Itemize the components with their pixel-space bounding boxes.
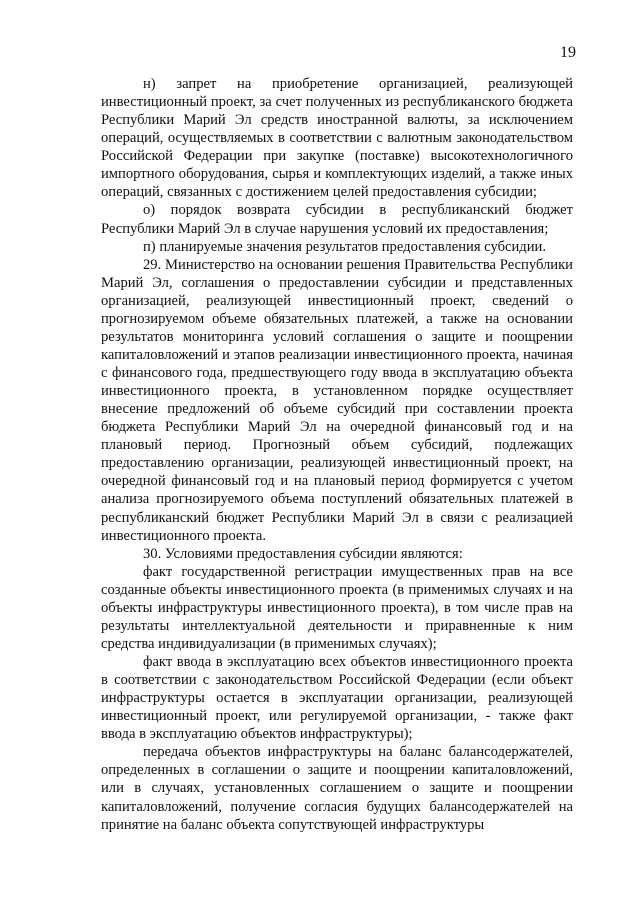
paragraph-n: н) запрет на приобретение организацией, реализующей инвестиционный проект, за счет полученных из республиканского бюджета Республики Марий Эл средств иностранной валюты, за исключением операций, осуществляемых в соответствии с валютным законодательством Российской Федерации при закупке (поставке) высокотехнологичного импортного оборудования, сырья и комплектующих изделий, а также иных операций, связанных с достижением целей предоставления субсидии; bbox=[101, 76, 573, 201]
paragraph-condition-commissioning: факт ввода в эксплуатацию всех объектов инвестиционного проекта в соответствии с законодательством Российской Федерации (если объект инфраструктуры остается в эксплуатации организации, реализующей инвестиционный проект, или регулируемой организации, - также факт ввода в эксплуатацию объектов инфраструктуры); bbox=[101, 654, 573, 743]
paragraph-30: 30. Условиями предоставления субсидии являются: bbox=[143, 545, 463, 562]
page-number: 19 bbox=[560, 44, 576, 61]
paragraph-29: 29. Министерство на основании решения Правительства Республики Марий Эл, соглашения о предоставлении субсидии и представленных организацией, реализующей инвестиционный проект, сведений о прогнозируемом объеме обязательных платежей, а также на основании результатов мониторинга условий соглашения о защите и поощрении капиталовложений и этапов реализации инвестиционного проекта, начиная с финансового года, предшествующего году ввода в эксплуатацию объекта инвестиционного проекта, в установленном порядке осуществляет внесение предложений об объеме субсидий при составлении проекта бюджета Республики Марий Эл на очередной финансовый год и на плановый период. Прогнозный объем субсидий, подлежащих предоставлению организации, реализующей инвестиционный проект, на очередной финансовый год и на плановый период формируется с учетом анализа прогнозируемого объема поступлений обязательных платежей в республиканский бюджет Республики Марий Эл в связи с реализацией инвестиционного проекта. bbox=[101, 256, 573, 544]
document-body bbox=[101, 75, 573, 834]
paragraph-condition-transfer: передача объектов инфраструктуры на баланс балансодержателей, определенных в соглашении о защите и поощрении капиталовложений, или в случаях, установленных соглашением о защите и поощрении капиталовложений, получение согласия будущих балансодержателей на принятие на баланс объекта сопутствующей инфраструктуры bbox=[101, 744, 573, 833]
paragraph-condition-registration: факт государственной регистрации имущественных прав на все созданные объекты инвестиционного проекта (в применимых случаях и на объекты инфраструктуры инвестиционного проекта), в том числе прав на результаты интеллектуальной деятельности и приравненные к ним средства индивидуализации (в применимых случаях); bbox=[101, 563, 573, 652]
paragraph-o: о) порядок возврата субсидии в республиканский бюджет Республики Марий Эл в случае нарушения условий их предоставления; bbox=[101, 202, 573, 237]
paragraph-p: п) планируемые значения результатов предоставления субсидии. bbox=[143, 238, 546, 255]
